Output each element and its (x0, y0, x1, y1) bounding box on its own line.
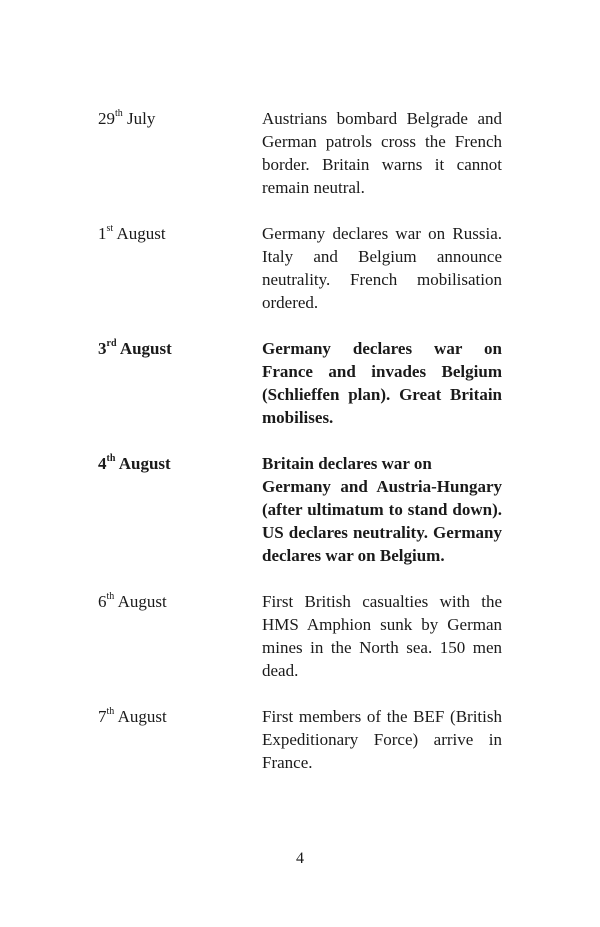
date-day: 7 (98, 707, 107, 726)
date-month: August (117, 707, 167, 726)
date-ordinal-suffix: rd (106, 338, 117, 350)
timeline-entry-3-august (98, 337, 502, 429)
timeline-entry-7-august (98, 705, 502, 774)
date-ordinal-suffix: th (106, 706, 115, 718)
entry-description: First members of the BEF (British Expeditionary Force) arrive in France. (262, 707, 502, 772)
entry-description: Germany declares war on France and invades Belgium (Schlieffen plan). Great Britain mobilises. (262, 339, 502, 427)
date-day: 6 (98, 592, 107, 611)
entry-description (262, 452, 502, 567)
entry-description: First British casualties with the HMS Amphion sunk by German mines in the North sea. 150 men dead. (262, 592, 502, 680)
timeline-entry-1-august (98, 222, 502, 314)
timeline-entry-6-august (98, 590, 502, 682)
timeline-entry-4-august (98, 452, 502, 567)
date-ordinal-suffix: th (106, 591, 115, 603)
entry-date (98, 337, 262, 360)
entry-description: Germany declares war on Russia. Italy and Belgium announce neutrality. French mobilisation ordered. (262, 224, 502, 312)
date-month: August (118, 454, 171, 473)
date-ordinal-suffix: th (115, 108, 123, 120)
entry-description-rest: Germany and Austria-Hungary (after ultimatum to stand down). US declares neutrality. Germany declares war on Belgium. (262, 477, 502, 565)
timeline-entry-29-july (98, 107, 502, 199)
entry-date (98, 590, 262, 613)
date-month: August (119, 339, 172, 358)
date-month: August (116, 224, 166, 243)
entry-date (98, 107, 262, 130)
date-day: 1 (98, 224, 107, 243)
date-month: July (127, 109, 156, 128)
date-day: 29 (98, 109, 115, 128)
date-month: August (117, 592, 167, 611)
entry-date (98, 222, 262, 245)
page-number: 4 (296, 850, 304, 867)
timeline (98, 107, 502, 797)
entry-description-lead-line: Britain declares war on (262, 454, 432, 473)
entry-date (98, 452, 262, 475)
date-ordinal-suffix: st (106, 223, 114, 235)
date-day: 4 (98, 454, 107, 473)
entry-date (98, 705, 262, 728)
date-ordinal-suffix: th (106, 453, 116, 465)
date-day: 3 (98, 339, 107, 358)
entry-description: Austrians bombard Belgrade and German patrols cross the French border. Britain warns it cannot remain neutral. (262, 109, 502, 197)
